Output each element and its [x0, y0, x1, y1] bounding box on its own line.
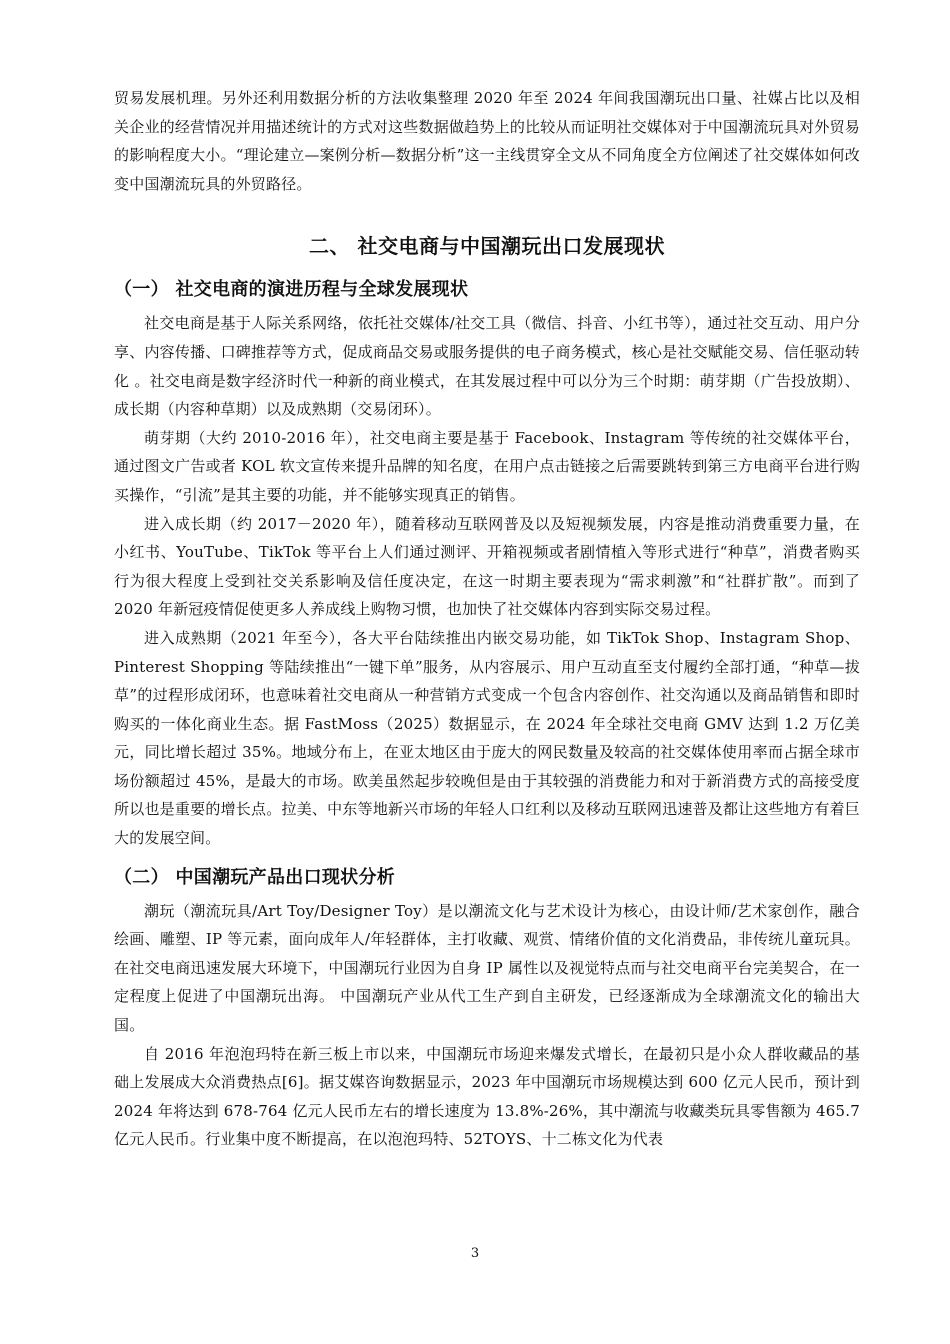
subsection-title-art-toy-export: （二） 中国潮玩产品出口现状分析 — [114, 866, 396, 888]
body-paragraph: 进入成长期（约 2017－2020 年），随着移动互联网普及以及短视频发展，内容是推动消费重要力量，在小红书、YouTube、TikTok 等平台上人们通过测评、开箱视频或者剧情植入等形式进行“种草”，消费者购买行为很大程度上受到社交关系影响及信任度决定，在这一时期主要表现为“需求刺激”和“社群扩散”。而到了 2020 年新冠疫情促使更多人养成线上购物习惯，也加快了社交媒体内容到实际交易过程。 — [114, 514, 860, 619]
body-paragraph: 自 2016 年泡泡玛特在新三板上市以来，中国潮玩市场迎来爆发式增长，在最初只是小众人群收藏品的基础上发展成大众消费热点[6]。据艾媒咨询数据显示，2023 年中国潮玩市场规模达到 600 亿元人民币，预计到 2024 年将达到 678-764 亿元人民币左右的增长速度为 13.8%-26%，其中潮流与收藏类玩具零售额为 465.7 亿元人民币。行业集中度不断提高，在以泡泡玛特、52TOYS、十二栋文化为代表 — [114, 1044, 860, 1149]
page-body — [114, 84, 860, 1154]
body-paragraph: 社交电商是基于人际关系网络，依托社交媒体/社交工具（微信、抖音、小红书等），通过社交互动、用户分享、内容传播、口碑推荐等方式，促成商品交易或服务提供的电子商务模式，核心是社交赋能交易、信任驱动转化 。社交电商是数字经济时代一种新的商业模式，在其发展过程中可以分为三个时期：萌芽期（广告投放期）、成长期（内容种草期）以及成熟期（交易闭环）。 — [114, 314, 860, 419]
subsection-title-social-ecommerce: （一） 社交电商的演进历程与全球发展现状 — [114, 279, 469, 301]
intro-paragraph: 贸易发展机理。另外还利用数据分析的方法收集整理 2020 年至 2024 年间我国潮玩出口量、社媒占比以及相关企业的经营情况并用描述统计的方式对这些数据做趋势上的比较从而证明社交媒体对于中国潮流玩具对外贸易的影响程度大小。“理论建立—案例分析—数据分析”这一主线贯穿全文从不同角度全方位阐述了社交媒体如何改变中国潮流玩具的外贸路径。 — [114, 89, 860, 193]
page-number: 3 — [470, 1246, 480, 1261]
body-paragraph: 萌芽期（大约 2010-2016 年），社交电商主要是基于 Facebook、Instagram 等传统的社交媒体平台，通过图文广告或者 KOL 软文宣传来提升品牌的知名度，在用户点击链接之后需要跳转到第三方电商平台进行购买操作，“引流”是其主要的功能，并不能够实现真正的销售。 — [114, 428, 860, 504]
body-paragraph: 潮玩（潮流玩具/Art Toy/Designer Toy）是以潮流文化与艺术设计为核心，由设计师/艺术家创作，融合绘画、雕塑、IP 等元素，面向成年人/年轻群体，主打收藏、观赏、情绪价值的文化消费品，非传统儿童玩具。在社交电商迅速发展大环境下，中国潮玩行业因为自身 IP 属性以及视觉特点而与社交电商平台完美契合，在一定程度上促进了中国潮玩出海。 中国潮玩产业从代工生产到自主研发，已经逐渐成为全球潮流文化的输出大国。 — [114, 901, 860, 1035]
body-paragraph: 进入成熟期（2021 年至今），各大平台陆续推出内嵌交易功能，如 TikTok Shop、Instagram Shop、Pinterest Shopping 等陆续推出“一键下单”服务，从内容展示、用户互动直至支付履约全部打通，“种草—拔草”的过程形成闭环，也意味着社交电商从一种营销方式变成一个包含内容创作、社交沟通以及商品销售和即时购买的一体化商业生态。据 FastMoss（2025）数据显示，在 2024 年全球社交电商 GMV 达到 1.2 万亿美元，同比增长超过 35%。地域分布上，在亚太地区由于庞大的网民数量及较高的社交媒体使用率而占据全球市场份额超过 45%，是最大的市场。欧美虽然起步较晚但是由于其较强的消费能力和对于新消费方式的高接受度所以也是重要的增长点。拉美、中东等地新兴市场的年轻人口红利以及移动互联网迅速普及都让这些地方有着巨大的发展空间。 — [114, 628, 860, 848]
section-title: 二、 社交电商与中国潮玩出口发展现状 — [309, 234, 665, 259]
